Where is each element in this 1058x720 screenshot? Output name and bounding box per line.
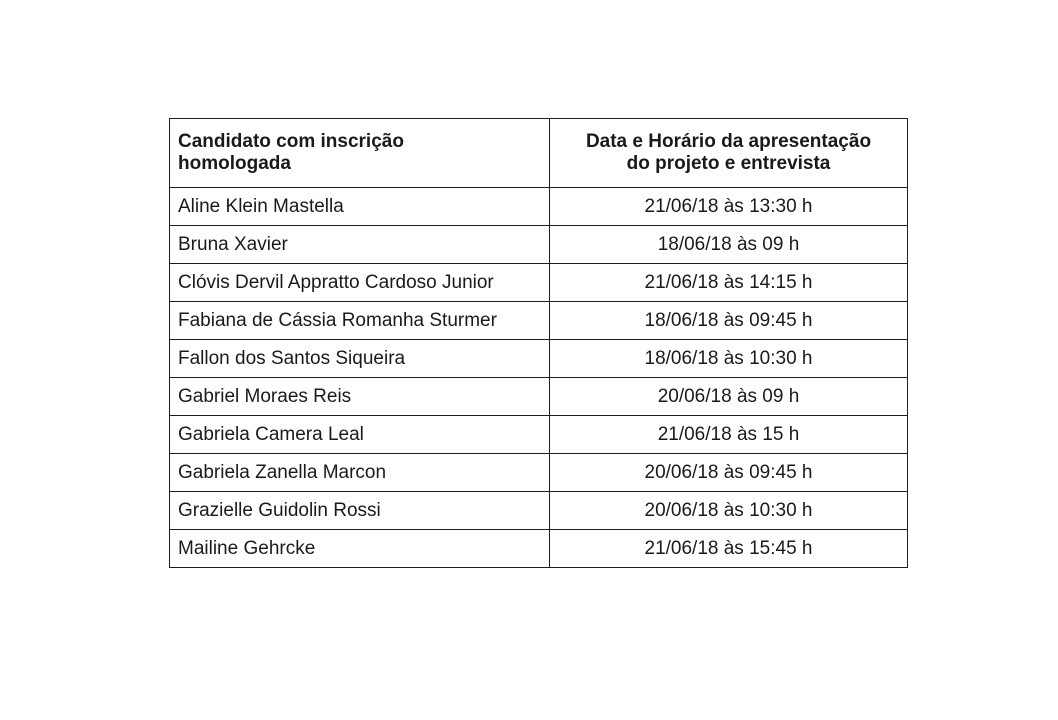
table-row	[170, 454, 908, 492]
table-header-row	[170, 119, 908, 188]
schedule-table-container	[169, 118, 908, 568]
schedule-cell: 18/06/18 às 09:45 h	[550, 302, 908, 340]
candidate-header-line1: Candidato com inscrição	[178, 131, 404, 152]
candidate-name-cell: Fabiana de Cássia Romanha Sturmer	[170, 302, 550, 340]
schedule-cell: 21/06/18 às 13:30 h	[550, 188, 908, 226]
table-row	[170, 340, 908, 378]
schedule-table	[169, 118, 908, 568]
schedule-header-line2: do projeto e entrevista	[626, 153, 831, 174]
candidate-name-cell: Aline Klein Mastella	[170, 188, 550, 226]
candidate-name-cell: Gabriela Zanella Marcon	[170, 454, 550, 492]
schedule-cell: 20/06/18 às 10:30 h	[550, 492, 908, 530]
schedule-cell: 18/06/18 às 10:30 h	[550, 340, 908, 378]
table-row	[170, 378, 908, 416]
schedule-column-header	[550, 119, 908, 188]
candidate-name-cell: Fallon dos Santos Siqueira	[170, 340, 550, 378]
schedule-cell: 21/06/18 às 15 h	[550, 416, 908, 454]
schedule-cell: 20/06/18 às 09:45 h	[550, 454, 908, 492]
schedule-cell: 21/06/18 às 14:15 h	[550, 264, 908, 302]
candidate-header-line2: homologada	[178, 153, 291, 174]
candidate-name-cell: Bruna Xavier	[170, 226, 550, 264]
table-row	[170, 302, 908, 340]
candidate-name-cell: Clóvis Dervil Appratto Cardoso Junior	[170, 264, 550, 302]
schedule-header-line1: Data e Horário da apresentação	[585, 131, 872, 152]
table-row	[170, 492, 908, 530]
schedule-cell: 18/06/18 às 09 h	[550, 226, 908, 264]
candidate-name-cell: Gabriela Camera Leal	[170, 416, 550, 454]
candidate-name-cell: Mailine Gehrcke	[170, 530, 550, 568]
schedule-cell: 21/06/18 às 15:45 h	[550, 530, 908, 568]
table-row	[170, 530, 908, 568]
candidate-name-cell: Gabriel Moraes Reis	[170, 378, 550, 416]
candidate-column-header	[170, 119, 550, 188]
schedule-cell: 20/06/18 às 09 h	[550, 378, 908, 416]
table-row	[170, 226, 908, 264]
table-row	[170, 416, 908, 454]
table-row	[170, 188, 908, 226]
candidate-name-cell: Grazielle Guidolin Rossi	[170, 492, 550, 530]
table-row	[170, 264, 908, 302]
